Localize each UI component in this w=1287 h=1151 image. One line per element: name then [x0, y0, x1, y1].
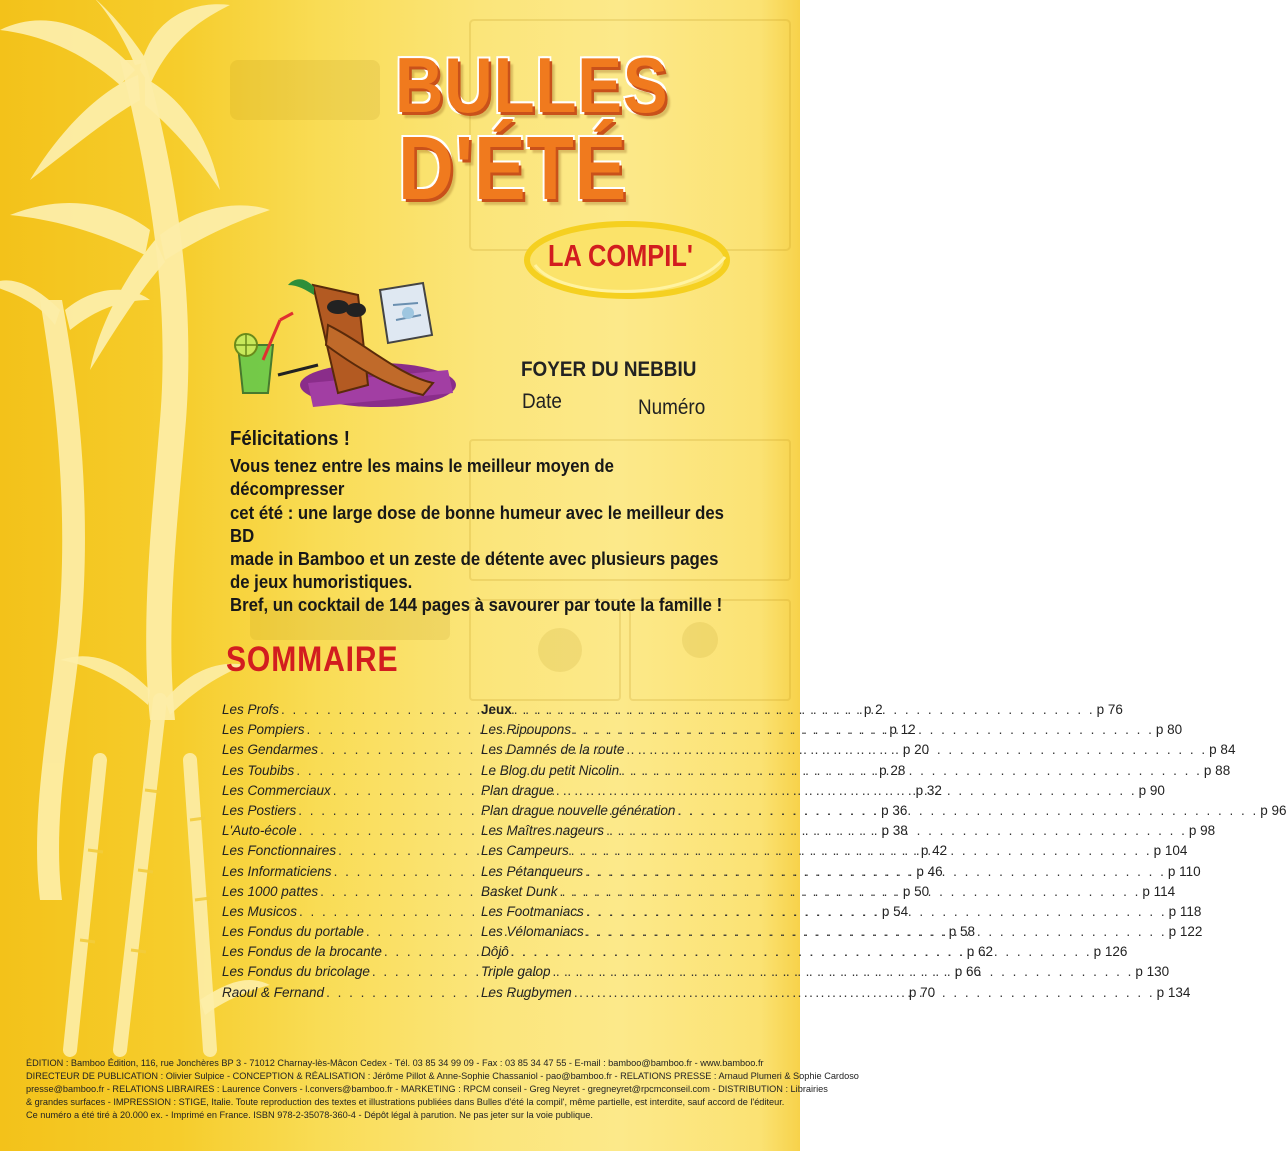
toc-entry-page: p 54: [881, 903, 909, 919]
intro-line: made in Bamboo et un zeste de détente avec plusieurs pages: [230, 549, 719, 570]
toc-leader-dots: [585, 862, 1166, 882]
intro-block: [230, 428, 732, 618]
toc-entry-title: Jeux: [481, 702, 512, 717]
toc-leader-dots: [574, 983, 1155, 1003]
toc-entry-page: p 32: [915, 782, 942, 798]
toc-entry-page: p 2: [863, 702, 883, 717]
toc-entry-page: p 76: [1096, 702, 1123, 717]
title-line-2: D'ÉTÉ: [398, 119, 628, 219]
toc-leader-dots: [677, 801, 1258, 821]
toc-entry-title: Les Profs: [222, 702, 280, 717]
toc-entry-page: p 58: [948, 924, 975, 940]
toc-entry-title: Les Damnés de la route: [481, 742, 625, 758]
toc-entry-page: p 20: [902, 742, 930, 758]
toc-entry-title: Les Vélomaniacs: [481, 924, 584, 940]
footer-line: ÉDITION : Bamboo Édition, 116, rue Jonchères BP 3 - 71012 Charnay-lès-Mâcon Cedex - Tél. 03 85 34 99 09 - Fax : 03 85 34 47 55 - E-mail : bamboo@bamboo.fr - www.bamboo.fr: [26, 1058, 764, 1068]
toc-leader-dots: [514, 700, 1095, 720]
toc-leader-dots: [553, 962, 1134, 982]
toc-entry-title: Les Commerciaux: [222, 782, 331, 798]
toc-entry-page: p 130: [1135, 964, 1170, 980]
toc-entry-title: Les Campeurs: [481, 843, 569, 859]
toc-entry-page: p 80: [1155, 722, 1183, 738]
toc-leader-dots: [511, 942, 1092, 962]
toc-entry-title: Les Maîtres nageurs: [481, 823, 605, 839]
toc-entry-page: p 96: [1260, 802, 1287, 818]
toc-entry-page: p 12: [889, 722, 916, 738]
sommaire-heading: SOMMAIRE: [226, 640, 399, 679]
toc-entry-page: p 36: [881, 802, 908, 818]
toc-entry-page: p 70: [908, 984, 936, 1000]
subtitle-la-compil: LA COMPIL': [548, 238, 693, 273]
toc-leader-dots: [606, 821, 1187, 841]
toc-leader-dots: [621, 761, 1202, 781]
toc-entry-title: Les Toubibs: [222, 762, 295, 778]
toc-entry-title: Les Fondus du portable: [222, 924, 364, 940]
toc-entry-page: p 42: [920, 843, 948, 859]
intro-line: de jeux humoristiques.: [230, 572, 413, 593]
toc-entry-title: Triple galop: [481, 964, 551, 980]
toc-entry-title: Plan drague nouvelle génération: [481, 802, 676, 818]
toc-entry-page: p 134: [1156, 984, 1191, 1000]
toc-entry-page: p 104: [1153, 843, 1188, 859]
toc-entry-title: Les Informaticiens: [222, 863, 332, 879]
intro-line: Bref, un cocktail de 144 pages à savourer par toute la famille !: [230, 595, 723, 616]
toc-entry-title: Les Pompiers: [222, 722, 305, 738]
toc-entry-title: Basket Dunk: [481, 883, 558, 899]
toc-entry-title: Les Fondus de la brocante: [222, 944, 382, 960]
toc-entry-title: Les Ripoupons: [481, 722, 572, 738]
toc-entry-page: p 98: [1188, 823, 1216, 839]
toc-entry-page: p 118: [1168, 903, 1202, 919]
toc-entry-title: Plan drague: [481, 782, 554, 798]
toc-entry-page: p 126: [1093, 944, 1128, 960]
toc-leader-dots: [626, 740, 1207, 760]
title-line-1: BULLES: [395, 41, 669, 129]
toc-entry-title: Raoul & Fernand: [222, 984, 325, 1000]
toc-entry-title: Les Musicos: [222, 903, 298, 919]
intro-line: cet été : une large dose de bonne humeur avec le meilleur des BD: [230, 502, 725, 546]
toc-leader-dots: [571, 841, 1152, 861]
intro-heading: Félicitations !: [230, 428, 350, 450]
stamp-foyer-name: FOYER DU NEBBIU: [521, 358, 697, 381]
toc-entry-title: Les Footmaniacs: [481, 903, 584, 919]
toc-entry-title: Le Blog du petit Nicolin: [481, 762, 620, 778]
toc-entry-title: Les 1000 pattes: [222, 883, 319, 899]
toc-leader-dots: [556, 781, 1137, 801]
toc-entry-title: Les Postiers: [222, 802, 297, 818]
toc-entry-page: p 50: [902, 883, 930, 899]
footer-credits: [26, 1057, 859, 1122]
toc-entry-page: p 114: [1142, 883, 1176, 899]
toc-entry-page: p 88: [1203, 762, 1231, 778]
footer-line: Ce numéro a été tiré à 20.000 ex. - Imprimé en France. ISBN 978-2-35078-360-4 - Dépôt légal à parution. Ne pas jeter sur la voie publique.: [26, 1110, 593, 1120]
toc-entry-title: L'Auto-école: [222, 823, 297, 839]
toc-entry-title: Les Fondus du bricolage: [222, 964, 370, 980]
toc-leader-dots: [586, 902, 1167, 922]
stamp-date-label: Date: [522, 390, 562, 413]
intro-line: Vous tenez entre les mains le meilleur moyen de décompresser: [230, 456, 614, 500]
stamp-number-label: Numéro: [638, 396, 706, 419]
toc-entry-page: p 110: [1167, 863, 1201, 879]
toc-leader-dots: [573, 720, 1154, 740]
footer-line: DIRECTEUR DE PUBLICATION : Olivier Sulpice - CONCEPTION & RÉALISATION : Jérôme Pillot & Anne-Sophie Chassaniol - pao@bamboo.fr - RELATIONS PRESSE : Arnaud Plumeri & Sophie Cardoso: [26, 1071, 859, 1081]
footer-line: presse@bamboo.fr - RELATIONS LIBRAIRES : Laurence Convers - l.convers@bamboo.fr - MARKETING : RPCM conseil - Greg Neyret - gregneyret@rpcmconseil.com - DISTRIBUTION : Librairies: [26, 1084, 828, 1094]
toc-entry-page: p 90: [1138, 782, 1165, 798]
toc-entry-title: Dôjô: [481, 944, 509, 960]
bamboo-mascot-illustration: [218, 265, 458, 425]
footer-line: & grandes surfaces - IMPRESSION : STIGE, Italie. Toute reproduction des textes et illustrations publiées dans Bulles d'été la compil', même partielle, est interdite, sauf accord de l'éditeur.: [26, 1097, 785, 1107]
toc-entry-page: p 38: [881, 823, 908, 839]
toc-entry-title: Les Gendarmes: [222, 742, 319, 758]
toc-entry-page: p 84: [1209, 742, 1236, 758]
toc-entry-title: Les Rugbymen: [481, 984, 572, 1000]
toc-entry-page: p 122: [1168, 924, 1203, 940]
toc-entry-page: p 62: [966, 944, 993, 960]
toc-entry-title: Les Pétanqueurs: [481, 863, 584, 879]
toc-leader-dots: [560, 882, 1141, 902]
toc-entry-page: p 28: [879, 762, 906, 778]
toc-entry-page: p 46: [916, 863, 943, 879]
toc-leader-dots: [586, 922, 1167, 942]
toc-entry-page: p 66: [954, 964, 981, 980]
toc-entry-title: Les Fonctionnaires: [222, 843, 337, 859]
